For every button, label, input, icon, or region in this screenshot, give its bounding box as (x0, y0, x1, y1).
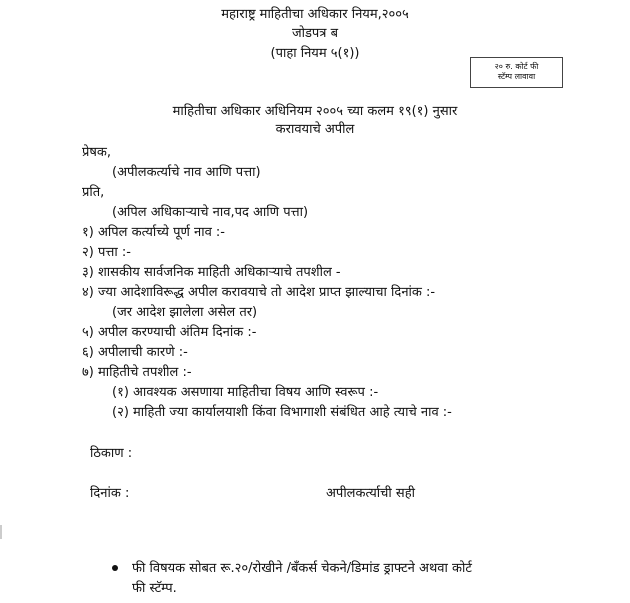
court-fee-stamp-box (470, 57, 563, 88)
sender-value: (अपीलकर्त्याचे नाव आणि पत्ता) (112, 165, 261, 180)
subject-line-2: करावयाचे अपील (275, 122, 355, 137)
place-label: ठिकाण : (90, 446, 133, 461)
sender-label: प्रेषक, (82, 145, 112, 160)
bullet-icon (112, 565, 118, 571)
stamp-line-2: स्टॅम्प लावावा (497, 72, 536, 81)
field-last-date: ५) अपील करण्याची अंतिम दिनांक :- (82, 325, 257, 340)
recipient-value: (अपिल अधिकाऱ्याचे नाव,पद आणि पत्ता) (112, 205, 309, 220)
field-order-date-note: (जर आदेश झालेला असेल तर) (112, 305, 258, 320)
field-office-name: (२) माहिती ज्या कार्यालयाशी किंवा विभागाशी संबंधित आहे त्याचे नाव :- (112, 405, 452, 420)
date-label: दिनांक : (90, 486, 130, 501)
note-line-1: फी विषयक सोबत रू.२०/रोखीने /बॅंकर्स चेकने/डिमांड ड्राफ्टने अथवा कोर्ट (132, 561, 472, 576)
field-appellant-name: १) अपिल कर्त्याच्ये पूर्ण नाव :- (82, 225, 226, 240)
recipient-label: प्रति, (82, 185, 105, 200)
field-address: २) पत्ता :- (82, 245, 131, 260)
form-name: जोडपत्र ब (291, 26, 339, 41)
field-reasons: ६) अपीलाची कारणे :- (82, 345, 188, 360)
field-information-subject: (१) आवश्यक असणाया माहितीचा विषय आणि स्वरूप :- (112, 385, 379, 400)
field-order-date: ४) ज्या आदेशाविरूद्ध अपील करावयाचे तो आदेश प्राप्त झाल्याचा दिनांक :- (82, 285, 436, 300)
field-information-details: ७) माहितीचे तपशील :- (82, 365, 192, 380)
signature-label: अपीलकर्त्याची सही (326, 486, 415, 501)
stamp-line-1: २० रु. कोर्ट फी (494, 62, 539, 71)
document-title: महाराष्ट्र माहितीचा अधिकार नियम,२००५ (221, 7, 409, 22)
field-officer-details: ३) शासकीय सार्वजनिक माहिती अधिकाऱ्याचे तपशील - (82, 265, 341, 280)
note-line-2: फी स्टॅम्प. (132, 581, 177, 596)
scan-artifact (0, 525, 2, 539)
rule-reference: (पाहा नियम ५(१)) (270, 46, 360, 61)
subject-line-1: माहितीचा अधिकार अधिनियम २००५ च्या कलम १९(१) नुसार (172, 104, 458, 119)
